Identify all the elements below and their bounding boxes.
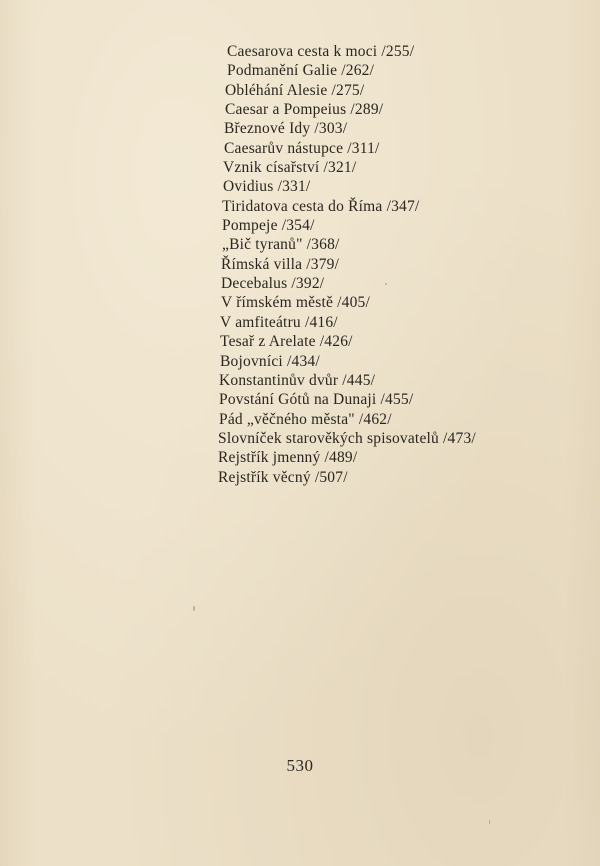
toc-entry: Povstání Gótů na Dunaji /455/ (219, 391, 414, 409)
toc-entry: „Bič tyranů" /368/ (222, 236, 340, 254)
toc-entry: Ovidius /331/ (223, 178, 311, 196)
toc-entry: Bojovníci /434/ (220, 352, 320, 370)
page-number: 530 (286, 756, 314, 775)
toc-entry: Tiridatova cesta do Říma /347/ (222, 197, 420, 215)
toc-entry: Obléhání Alesie /275/ (225, 81, 365, 99)
toc-entry: Březnové Idy /303/ (224, 120, 348, 138)
toc-entry: Konstantinův dvůr /445/ (219, 371, 376, 389)
table-of-contents (218, 42, 578, 487)
toc-entry: Caesarova cesta k moci /255/ (227, 43, 415, 60)
toc-entry: V římském městě /405/ (221, 294, 370, 312)
toc-entry: Římská villa /379/ (221, 255, 340, 273)
toc-entry: Slovníček starověkých spisovatelů /473/ (218, 429, 476, 447)
toc-entry: Vznik císařství /321/ (223, 159, 357, 177)
toc-entry: Caesar a Pompeius /289/ (225, 101, 384, 119)
toc-entry: Rejstřík věcný /507/ (218, 468, 348, 486)
paper-speck (193, 606, 195, 611)
paper-speck (489, 820, 490, 824)
toc-entry: Podmanění Galie /262/ (227, 62, 375, 80)
toc-entry: Tesař z Arelate /426/ (220, 333, 353, 351)
toc-entry: V amfiteátru /416/ (220, 313, 338, 331)
toc-entry: Rejstřík jmenný /489/ (218, 449, 358, 467)
toc-entry: Decebalus /392/ (221, 275, 325, 293)
paper-speck (385, 283, 387, 285)
toc-entry: Pompeje /354/ (222, 217, 315, 235)
toc-entry: Caesarův nástupce /311/ (224, 139, 380, 157)
toc-entry: Pád „věčného města" /462/ (219, 410, 392, 428)
